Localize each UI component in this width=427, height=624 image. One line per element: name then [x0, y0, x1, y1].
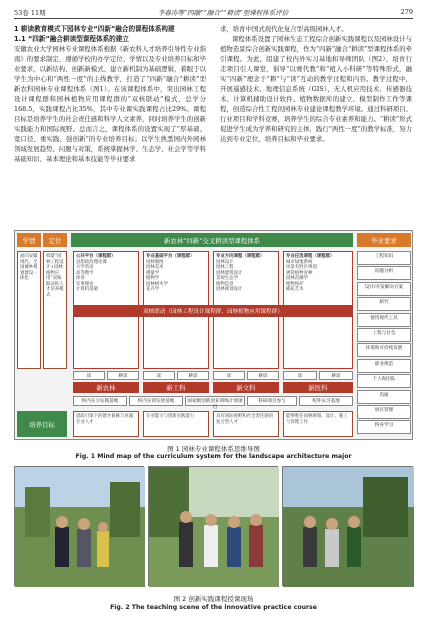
right-body-text-1: 求，培育中国式现代化复合型高级园林人才。 — [220, 25, 348, 33]
fig1-course: 园林建筑设计 — [216, 270, 243, 276]
fig1-requirement: 沟通 — [357, 390, 411, 404]
fig1-requirement: 职业规范 — [357, 359, 411, 373]
fig1-course: 体育 — [76, 276, 85, 281]
subsection-heading: 1.1 “四新”融合耕读型课程体系的建立 — [14, 35, 129, 43]
fig1-bottom-label: 培养目标 — [17, 411, 67, 437]
fig1-goal-box: 能够胜任园林规划、设计、施工与管理工作 — [283, 411, 353, 437]
fig1-course: 园林制图 — [146, 259, 164, 265]
page-number: 279 — [400, 8, 413, 16]
fig1-requirement: 环境和可持续发展 — [357, 343, 411, 357]
fig1-requirement: 工程与社会 — [357, 328, 411, 342]
fig1-course: 园林树木学 — [146, 281, 168, 287]
fig1-read-tag: 读 — [283, 371, 317, 380]
fig1-requirement: 个人和团队 — [357, 374, 411, 388]
fig1-dual-core-banner: 双核联动（园林工程设计课程群、园林植物应用课程群） — [73, 305, 353, 317]
fig1-course: 园林规划设计 — [216, 287, 243, 292]
fig1-right-title: 毕业要求 — [357, 233, 411, 247]
figure-2-photo-1 — [14, 466, 144, 586]
fig1-sub-pill: 科研项目参与 — [247, 396, 297, 406]
fig1-course: 大学英语 — [76, 265, 94, 270]
right-column — [220, 24, 412, 144]
fig1-read-tag: 耕读 — [247, 371, 279, 380]
header-title: 李春涛等“四融”“融合”“耕读”型课程体系评价 — [157, 8, 289, 17]
fig1-read-tag: 读 — [213, 371, 245, 380]
fig1-requirement: 使用现代工具 — [357, 313, 411, 327]
fig1-course: 植物学 — [146, 276, 160, 281]
fig1-sub-pill: 国家级创新创业训练计划项目 — [185, 396, 245, 406]
fig1-left-box-2: 构建“园林工程设计+园林植物应用”双核联动的人才培养模式 — [43, 251, 67, 369]
fig1-course: 植物造景 — [216, 281, 234, 287]
section-heading: 1 耕读教育模式下园林专业“四新”融合的课程体系构建 — [14, 25, 175, 33]
fig1-tier: 新医科 — [283, 382, 353, 393]
right-body-text-2: 课程体系设置了园林生态工程综合创新实践课程以及园林设计与植物造景综合创新实践课程，作为“四新”融合“耕读”型课程体系的牵引课程。为此，组建了校内外实习基地和导师团队（图2），培育行走项目引人课堂，倡导“以赛代教”和“植入小科研”等特殊形式，融实“四新”理念于“耕”与“读”互动的教学过程和内容。教学过程中，开展遥感技术、地理信息系统（GIS）、无人机应用技术、传感器技术、计算机辅助设计软件、植物数据库的建立、模型制作工作等课程，创造综合性工程的园林专业建论课程教学环境。通过科研项目、行业项目和学科竞赛，培养学生的综合专业素养和能力。“耕读”形式促进学生成为学养和研究的主体，践行“两性一度”的教学标准，努力达到专业定位、培养目标和毕业要求。 — [220, 35, 413, 143]
fig1-read-tag: 读 — [143, 371, 175, 380]
fig1-requirements-list — [357, 251, 411, 437]
fig1-requirement: 问题分析 — [357, 266, 411, 280]
figure-1-caption-zh: 图 1 园林专业课程体系思维导图 — [167, 445, 260, 453]
fig1-course: 园林工程 — [216, 265, 234, 270]
fig1-course: 城市绿地系统 — [286, 259, 313, 265]
fig1-requirement: 终身学习 — [357, 420, 411, 434]
fig1-course: 思想政治理论课 — [76, 259, 107, 265]
figure-2-caption-zh: 图 2 创新实践课程授课现场 — [173, 595, 254, 603]
fig1-col-label: 公共平台（课程群） — [76, 254, 116, 259]
fig1-course: 园林美术 — [146, 265, 164, 270]
photo-1-scene — [15, 467, 145, 587]
fig1-col-label: 专业任选课程（课程群） — [286, 254, 335, 259]
fig1-read-tag: 耕读 — [177, 371, 209, 380]
fig1-goal-box: 专业能力与创新实践能力 — [143, 411, 209, 437]
fig1-requirement: 研究 — [357, 297, 411, 311]
fig1-requirement: 项目管理 — [357, 405, 411, 419]
fig1-course: 植物保护 — [286, 281, 304, 287]
fig1-sub-pill: 校内实训实验基地 — [129, 396, 183, 406]
fig1-label-dingwei: 定位 — [43, 233, 67, 247]
left-body-text: 安徽农业大学园林专业课程体系根据《新农科人才培养引导性专业指南》的要求制定，遵循学校的办学定位、学情以及专业培养目标和毕业要求，以新结构、创新新模式、建立新机制为基础逻辑，着眼于以学生为中心和“两性一度”的主线教学，打造了“四新”融合“耕读”型新农科园林专业课程体系（图1）。在该课程体系中，突出园林工程设计课程群和园林植物应用课程群的“双核联动”模式，总学分168.5，实践课程占比35%，其中专业课实践课程占比29%。课程目标是培养学生的社会责任感和科学人文素养，同时培养学生的创新实践能力和国际视野。总而言之，课程体系的设置实现了“厚基础、宽口径、重实践、强创新”的专业培养目标；以学生熟悉园内外园林领域发展趋势、问题与对策，系统掌握林学、生态学、社会学等学科基础知识、基本理论和基本技能等毕业要求 — [14, 45, 206, 163]
fig1-course: 测量学 — [146, 270, 160, 276]
fig1-course: 观赏植物育种 — [286, 270, 313, 276]
fig1-course: 园林设计 — [216, 259, 234, 265]
fig1-sub-pill: 校内实习实践基地 — [73, 396, 127, 406]
figure-2-caption-en: Fig. 2 The teaching scene of the innovative practice course — [110, 604, 317, 611]
fig1-course: 景观生态学 — [216, 276, 238, 281]
figure-2-photo-2 — [148, 466, 278, 586]
fig1-col-label: 专业方向课程（课程群） — [216, 254, 265, 259]
fig1-read-tag: 读 — [73, 371, 105, 380]
left-column — [14, 24, 206, 164]
figure-1-mindmap — [14, 230, 413, 440]
fig1-course: 计算机基础 — [76, 287, 98, 292]
header-rule — [14, 18, 413, 19]
fig1-requirement: 设计/开发解决方案 — [357, 282, 411, 296]
fig1-col-label: 专业基础平台（课程群） — [146, 254, 195, 259]
fig1-requirement: 工程知识 — [357, 251, 411, 265]
photo-2-scene — [149, 467, 279, 587]
fig1-course: 风景名胜区规划 — [286, 265, 317, 270]
fig1-read-tag: 耕读 — [107, 371, 139, 380]
page-header — [14, 6, 413, 18]
fig1-course: 插花艺术 — [286, 287, 304, 292]
photo-3-scene — [283, 467, 414, 587]
fig1-sub-pill: 校外实习基地 — [299, 396, 353, 406]
fig1-course: 军事理论 — [76, 281, 94, 287]
fig1-course: 园林苗圃学 — [286, 276, 308, 281]
figure-1-caption-en: Fig. 1 Mind map of the curriculum system for the landscape architecture major — [75, 453, 352, 460]
fig1-goal-box: 思政引领下的德才兼修与卓越专业人才 — [73, 411, 139, 437]
fig1-read-tag: 耕读 — [319, 371, 353, 380]
fig1-goal-box: 具有国际视野和社会责任感的复合型人才 — [213, 411, 279, 437]
fig1-tier: 新工科 — [143, 382, 209, 393]
fig1-course: 花卉学 — [146, 287, 160, 292]
fig1-label-xueqing: 学情 — [17, 233, 41, 247]
figure-2-photo-3 — [282, 466, 413, 586]
fig1-tier: 新农林 — [73, 382, 139, 393]
fig1-center-title: 新农林“四新”交叉耕读型课程体系 — [71, 233, 353, 247]
fig1-tier: 新文科 — [213, 382, 279, 393]
fig1-course: 高等数学 — [76, 270, 94, 276]
fig1-left-box-1: 面向安徽现代、全国城乡规划建设一体化 — [17, 251, 41, 369]
header-volume: 53卷 11期 — [14, 8, 46, 17]
